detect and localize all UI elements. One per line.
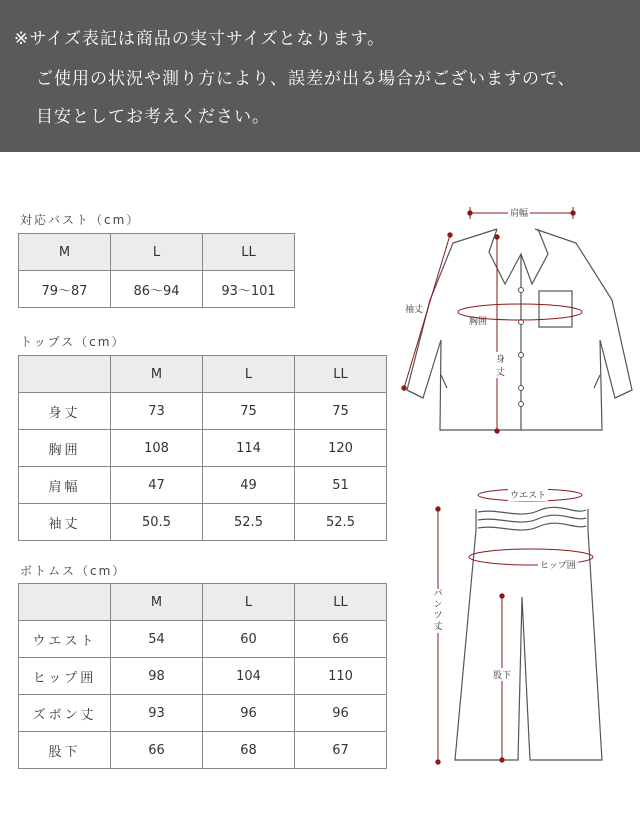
cell: 66 <box>295 621 387 658</box>
cell: 52.5 <box>295 504 387 541</box>
tops-header-l: L <box>203 356 295 393</box>
cell: 96 <box>295 695 387 732</box>
bust-header-ll: LL <box>203 234 295 271</box>
cell: 104 <box>203 658 295 695</box>
cell: 93 <box>111 695 203 732</box>
row-label: 肩幅 <box>19 467 111 504</box>
inseam-label: 股下 <box>493 668 511 681</box>
bust-header-m: M <box>19 234 111 271</box>
waist-label: ウエスト <box>508 488 548 501</box>
cell: 73 <box>111 393 203 430</box>
notice-line-1: ※サイズ表記は商品の実寸サイズとなります。 <box>14 29 386 49</box>
cell: 49 <box>203 467 295 504</box>
cell: 98 <box>111 658 203 695</box>
cell: 114 <box>203 430 295 467</box>
cell: 67 <box>295 732 387 769</box>
cell: 96 <box>203 695 295 732</box>
cell: 50.5 <box>111 504 203 541</box>
cell: 47 <box>111 467 203 504</box>
length-label-2: 丈 <box>496 365 505 378</box>
row-label: ズボン丈 <box>19 695 111 732</box>
cell: 66 <box>111 732 203 769</box>
cell: 108 <box>111 430 203 467</box>
pants-length-label: パンツ丈 <box>433 589 443 632</box>
cell: 51 <box>295 467 387 504</box>
tops-header-m: M <box>111 356 203 393</box>
pants-outline <box>455 507 602 760</box>
row-label: 袖丈 <box>19 504 111 541</box>
row-label: ヒップ囲 <box>19 658 111 695</box>
cell: 54 <box>111 621 203 658</box>
hip-label: ヒップ囲 <box>538 558 578 571</box>
notice-line-3: 目安としてお考えください。 <box>36 107 270 127</box>
tops-title: トップス（cm） <box>20 335 126 349</box>
sleeve-label: 袖丈 <box>405 305 424 315</box>
bottoms-title: ボトムス（cm） <box>20 564 127 578</box>
bust-value-l: 86〜94 <box>111 271 203 308</box>
bottoms-header-l: L <box>203 584 295 621</box>
bust-header-l: L <box>111 234 203 271</box>
cell: 110 <box>295 658 387 695</box>
row-label: 股下 <box>19 732 111 769</box>
cell: 52.5 <box>203 504 295 541</box>
row-label: ウエスト <box>19 621 111 658</box>
tops-header-ll: LL <box>295 356 387 393</box>
cell: 68 <box>203 732 295 769</box>
row-label: 身丈 <box>19 393 111 430</box>
shirt-outline <box>407 229 632 430</box>
cell: 75 <box>203 393 295 430</box>
bottoms-header-m: M <box>111 584 203 621</box>
shoulder-label: 肩幅 <box>508 206 530 219</box>
cell: 75 <box>295 393 387 430</box>
cell: 60 <box>203 621 295 658</box>
bust-title: 対応バスト（cm） <box>20 213 141 227</box>
length-label-1: 身 <box>496 352 505 365</box>
bust-value-ll: 93〜101 <box>203 271 295 308</box>
chest-label: 胸囲 <box>469 317 488 327</box>
notice-line-2: ご使用の状況や測り方により、誤差が出る場合がございますので、 <box>36 69 576 89</box>
shirt-measure-lines <box>402 207 582 433</box>
bust-value-m: 79〜87 <box>19 271 111 308</box>
bottoms-header-ll: LL <box>295 584 387 621</box>
cell: 120 <box>295 430 387 467</box>
row-label: 胸囲 <box>19 430 111 467</box>
